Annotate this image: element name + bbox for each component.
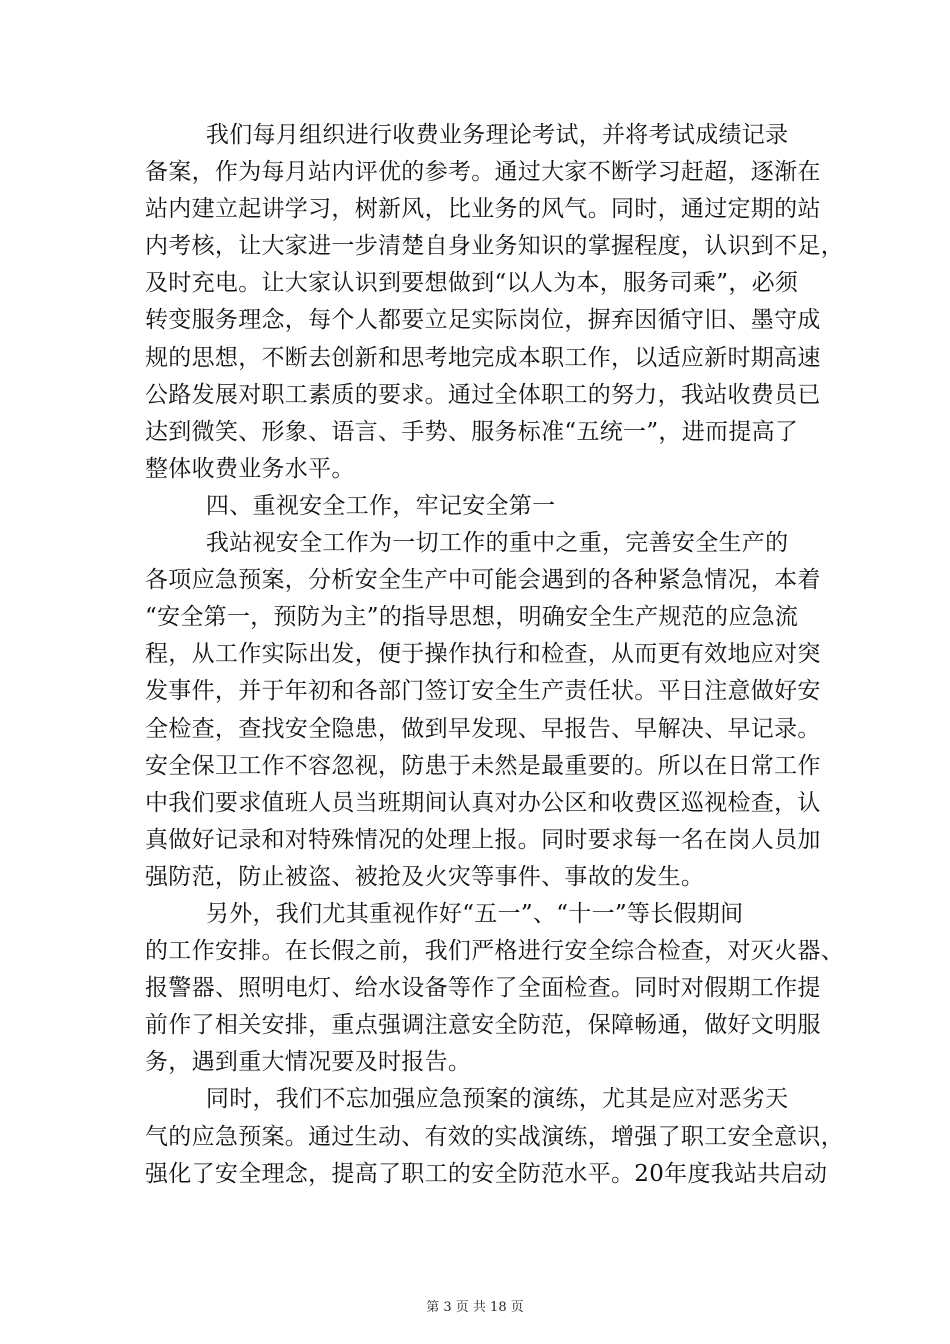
text-line: “安全第一，预防为主”的指导思想，明确安全生产规范的应急流 — [145, 604, 799, 631]
text-line: 气的应急预案。通过生动、有效的实战演练，增强了职工安全意识， — [145, 1123, 844, 1150]
text-line: 及时充电。让大家认识到要想做到“以人为本，服务司乘”，必须 — [145, 270, 799, 297]
text-line: 同时，我们不忘加强应急预案的演练，尤其是应对恶劣天 — [145, 1086, 789, 1113]
text-line: 我们每月组织进行收费业务理论考试，并将考试成绩记录 — [145, 122, 789, 148]
text-line: 中我们要求值班人员当班期间认真对办公区和收费区巡视检查，认 — [145, 789, 821, 816]
text-line: 真做好记录和对特殊情况的处理上报。同时要求每一名在岗人员加 — [145, 826, 821, 853]
text-line: 全检查，查找安全隐患，做到早发现、早报告、早解决、早记录。 — [145, 715, 821, 742]
text-line: 的工作安排。在长假之前，我们严格进行安全综合检查，对灭火器、 — [145, 938, 844, 965]
text-line: 我站视安全工作为一切工作的重中之重，完善安全生产的 — [145, 530, 789, 557]
text-line: 程，从工作实际出发，便于操作执行和检查，从而更有效地应对突 — [145, 641, 821, 668]
text-line: 达到微笑、形象、语言、手势、服务标准“五统一”，进而提高了 — [145, 418, 799, 445]
text-line: 各项应急预案，分析安全生产中可能会遇到的各种紧急情况，本着 — [145, 567, 821, 594]
text-line: 公路发展对职工素质的要求。通过全体职工的努力，我站收费员已 — [145, 381, 821, 408]
text-line: 强防范，防止被盗、被抢及火灾等事件、事故的发生。 — [145, 863, 705, 890]
text-line: 另外，我们尤其重视作好“五一”、“十一”等长假期间 — [145, 900, 744, 927]
document-body — [145, 117, 844, 1193]
text-line: 内考核，让大家进一步清楚自身业务知识的掌握程度，认识到不足， — [145, 233, 844, 260]
text-line: 站内建立起讲学习，树新风，比业务的风气。同时，通过定期的站 — [145, 196, 821, 223]
text-line: 安全保卫工作不容忽视，防患于未然是最重要的。所以在日常工作 — [145, 752, 821, 779]
page-number: 第 3 页 共 18 页 — [426, 1300, 524, 1315]
text-line: 报警器、照明电灯、给水设备等作了全面检查。同时对假期工作提 — [145, 975, 821, 1002]
text-line: 前作了相关安排，重点强调注意安全防范，保障畅通，做好文明服 — [145, 1012, 821, 1039]
text-line: 转变服务理念，每个人都要立足实际岗位，摒弃因循守旧、墨守成 — [145, 307, 821, 334]
text-line: 务，遇到重大情况要及时报告。 — [145, 1049, 472, 1076]
text-line: 强化了安全理念，提高了职工的安全防范水平。20年度我站共启动 — [145, 1160, 828, 1187]
section-heading: 四、重视安全工作，牢记安全第一 — [145, 492, 556, 519]
text-line: 发事件，并于年初和各部门签订安全生产责任状。平日注意做好安 — [145, 678, 821, 705]
text-line: 规的思想，不断去创新和思考地完成本职工作，以适应新时期高速 — [145, 344, 821, 371]
text-line: 备案，作为每月站内评优的参考。通过大家不断学习赶超，逐渐在 — [145, 159, 821, 186]
text-line: 整体收费业务水平。 — [145, 455, 355, 482]
